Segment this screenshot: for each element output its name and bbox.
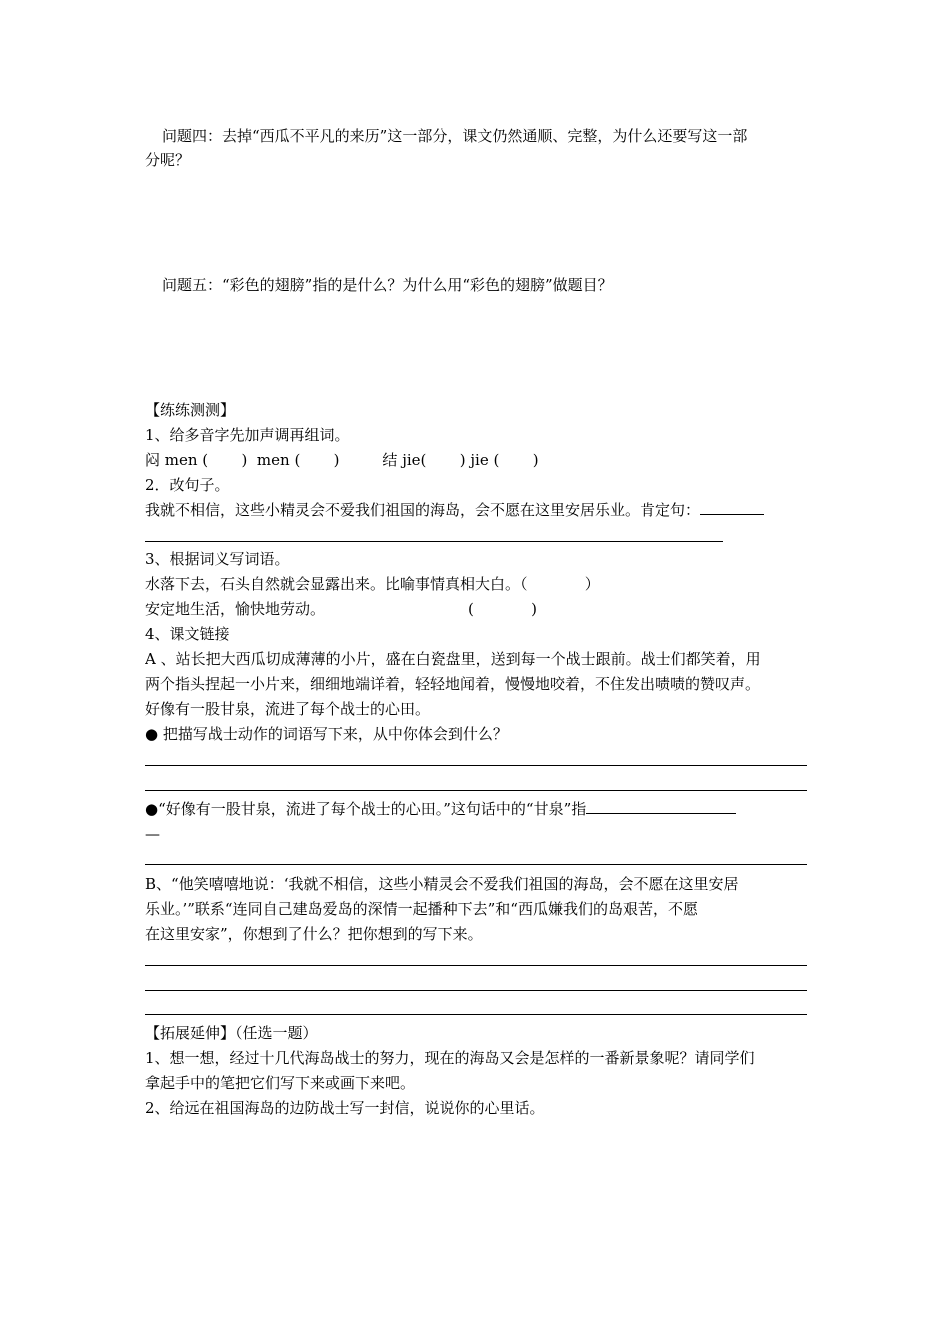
- answer-line[interactable]: [145, 990, 807, 991]
- passage-a-line-2: 两个指头捏起一小片来，细细地端详着，轻轻地闻着，慢慢地咬着，不住发出啧啧的赞叹声。: [145, 675, 761, 693]
- passage-b-line-2: 乐业。’”联系“连同自己建岛爱岛的深情一起播种下去”和“西瓜嫌我们的岛艰苦，不愿: [145, 900, 698, 918]
- question-four-line-2: 分呢？: [145, 151, 191, 169]
- passage-a-question-2-line: [145, 797, 807, 821]
- passage-a-question-2: ●“好像有一股甘泉，流进了每个战士的心田。”这句话中的“甘泉”指: [145, 800, 587, 818]
- passage-a-question-2-tail: —: [145, 825, 160, 843]
- practice-item-4-title: 4、课文链接: [145, 625, 230, 643]
- practice-heading: 【练练测测】: [145, 401, 236, 419]
- extension-item-1-line-1: 1、想一想，经过十几代海岛战士的努力，现在的海岛又会是怎样的一番新景象呢？请同学们: [145, 1049, 755, 1067]
- sentence-rewrite-line: [145, 498, 807, 522]
- extension-item-1-line-2: 拿起手中的笔把它们写下来或画下来吧。: [145, 1074, 416, 1092]
- polyphone-exercise: 闷 men ( ) men ( ) 结 jie( ) jie ( ): [145, 451, 539, 469]
- word-meaning-1: 水落下去，石头自然就会显露出来。比喻事情真相大白。（ ）: [145, 575, 600, 593]
- answer-line[interactable]: [145, 541, 723, 542]
- word-meaning-2: 安定地生活，愉快地劳动。 ( ): [145, 600, 537, 618]
- passage-a-question-1: ● 把描写战士动作的词语写下来，从中你体会到什么？: [145, 725, 508, 743]
- question-five: 问题五：“彩色的翅膀”指的是什么？为什么用“彩色的翅膀”做题目？: [162, 276, 613, 294]
- answer-line[interactable]: [145, 965, 807, 966]
- practice-item-3-title: 3、根据词义写词语。: [145, 550, 290, 568]
- answer-line[interactable]: [145, 765, 807, 766]
- answer-blank[interactable]: [700, 500, 764, 515]
- passage-a-line-3: 好像有一股甘泉，流进了每个战士的心田。: [145, 700, 431, 718]
- extension-item-2: 2、给远在祖国海岛的边防战士写一封信，说说你的心里话。: [145, 1099, 545, 1117]
- extension-heading: 【拓展延伸】（任选一题）: [145, 1024, 318, 1042]
- answer-line[interactable]: [145, 790, 807, 791]
- answer-line[interactable]: [145, 864, 807, 865]
- practice-item-1-title: 1、给多音字先加声调再组词。: [145, 426, 350, 444]
- answer-blank[interactable]: [586, 799, 736, 814]
- practice-item-2-title: 2．改句子。: [145, 476, 230, 494]
- question-four-line-1: 问题四：去掉“西瓜不平凡的来历”这一部分，课文仍然通顺、完整，为什么还要写这一部: [162, 127, 748, 145]
- passage-b-line-1: B、“他笑嘻嘻地说：‘我就不相信，这些小精灵会不爱我们祖国的海岛，会不愿在这里安居: [145, 875, 739, 893]
- sentence-rewrite-text: 我就不相信，这些小精灵会不爱我们祖国的海岛，会不愿在这里安居乐业。肯定句：: [145, 501, 701, 519]
- answer-line[interactable]: [145, 1014, 807, 1015]
- passage-b-line-3: 在这里安家”，你想到了什么？把你想到的写下来。: [145, 925, 483, 943]
- passage-a-line-1: A 、站长把大西瓜切成薄薄的小片，盛在白瓷盘里，送到每一个战士跟前。战士们都笑着，用: [145, 650, 761, 668]
